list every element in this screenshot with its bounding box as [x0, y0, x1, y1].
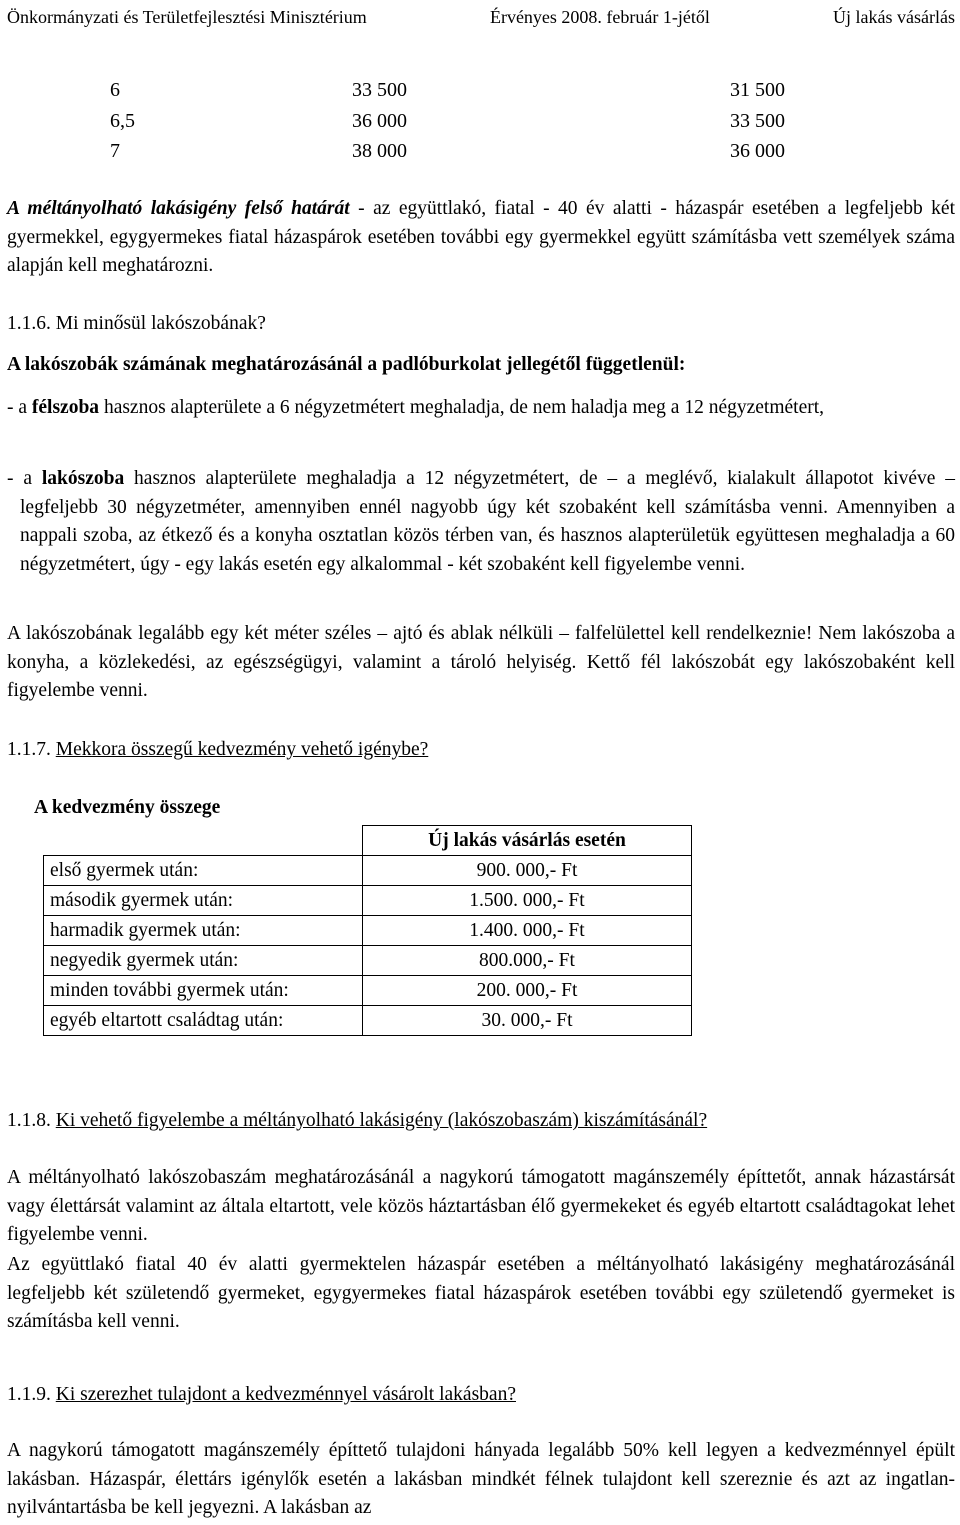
table-row — [7, 107, 955, 138]
row-value: 800.000,- Ft — [363, 946, 692, 976]
column-header: Új lakás vásárlás esetén — [363, 826, 692, 856]
table-row — [7, 76, 955, 107]
table-row — [7, 137, 955, 168]
value-cell: 36 000 — [730, 140, 785, 162]
row-value: 1.400. 000,- Ft — [363, 916, 692, 946]
value-cell: 38 000 — [352, 140, 407, 162]
row-value: 900. 000,- Ft — [363, 856, 692, 886]
section-heading-1-1-7 — [7, 736, 428, 765]
body-text: A lakószobának legalább egy két méter széles – ajtó és ablak nélküli – falfelülettel kell rendelkeznie! Nem lakószoba a konyha, a közlekedési, az egészségügyi, valamint a tároló helyiség. Kettő fél lakószobát egy lakószobaként kell figyelembe venni. — [7, 623, 955, 701]
header-topic: Új lakás vásárlás — [833, 6, 955, 27]
table-header-row — [44, 826, 692, 856]
section-title: Ki vehető figyelembe a méltányolható lakásigény (lakószobaszám) kiszámításánál? — [55, 1110, 708, 1131]
section-heading-1-1-9 — [7, 1381, 516, 1410]
list-item-living-room — [7, 465, 955, 579]
discount-table — [43, 825, 692, 1036]
discount-heading: A kedvezmény összege — [34, 797, 221, 818]
paragraph-young-couples — [7, 1251, 955, 1337]
page-header — [7, 2, 955, 32]
body-text: - az együttlakó, fiatal - 40 év alatti - házaspár esetében a legfeljebb két gyermekkel, egygyermekes fiatal házaspárok esetében további egy gyermekkel együtt számításba vett személyek száma alapján kell meghatározni. — [7, 198, 955, 276]
section-heading-1-1-6: 1.1.6. Mi minősül lakószobának? — [7, 313, 266, 334]
paragraph-ownership — [7, 1437, 955, 1523]
rooms-cell: 6 — [110, 79, 120, 101]
row-label: negyedik gyermek után: — [44, 946, 363, 976]
room-size-table — [7, 76, 955, 168]
body-text: A méltányolható lakószobaszám meghatározásánál a nagykorú támogatott magánszemély építtetőt, annak házastársát vagy élettársát valamint az általa eltartott, vele közös háztartásban élő gyermekeket és egyéb eltartott családtagokat lehet figyelembe venni. — [7, 1167, 955, 1245]
term-half-room: félszoba — [31, 397, 100, 418]
empty-cell — [44, 826, 363, 856]
table-row — [44, 886, 692, 916]
section-number: 1.1.8. — [7, 1110, 56, 1131]
rooms-cell: 7 — [110, 140, 120, 162]
table-row — [44, 1006, 692, 1036]
row-label: minden további gyermek után: — [44, 976, 363, 1006]
body-text: Az együttlakó fiatal 40 év alatti gyermektelen házaspár esetében a méltányolható lakásigény meghatározásánál legfeljebb két születendő gyermeket, egygyermekes fiatal házaspárok esetében további egy születendő gyermeket is számításba kell venni. — [7, 1254, 955, 1332]
header-validity: Érvényes 2008. február 1-jétől — [489, 6, 710, 27]
row-label: harmadik gyermek után: — [44, 916, 363, 946]
row-label: második gyermek után: — [44, 886, 363, 916]
table-row — [44, 976, 692, 1006]
header-ministry: Önkormányzati és Területfejlesztési Minisztérium — [7, 6, 367, 27]
table-row — [44, 916, 692, 946]
section-title: Ki szerezhet tulajdont a kedvezménnyel vásárolt lakásban? — [55, 1384, 516, 1405]
body-text: A nagykorú támogatott magánszemély építtető tulajdoni hányada legalább 50% kell legyen a kedvezménnyel épült lakásban. Házaspár, élettárs igénylők esetén a lakásban mindkét félnek tulajdont kell szereznie és azt az ingatlan-nyilvántartásba be kell jegyezni. A lakásban az — [7, 1440, 955, 1518]
value-cell: 33 500 — [730, 109, 785, 132]
section-title: Mekkora összegű kedvezmény vehető igénybe? — [55, 739, 429, 760]
row-label: első gyermek után: — [44, 856, 363, 886]
value-cell: 36 000 — [352, 109, 407, 132]
table-row — [44, 856, 692, 886]
row-value: 200. 000,- Ft — [363, 976, 692, 1006]
value-cell: 31 500 — [730, 79, 785, 101]
row-value: 1.500. 000,- Ft — [363, 886, 692, 916]
term-living-room: lakószoba — [41, 468, 125, 489]
section-number: 1.1.7. — [7, 739, 56, 760]
section-number: 1.1.9. — [7, 1384, 56, 1405]
body-text: hasznos alapterülete a 6 négyzetmétert meghaladja, de nem haladja meg a 12 négyzetmétert, — [99, 397, 825, 418]
table-row — [44, 946, 692, 976]
emphasis-text: A méltányolható lakásigény felső határát — [7, 198, 350, 219]
paragraph-eligible-persons — [7, 1164, 955, 1250]
section-heading-1-1-8 — [7, 1107, 707, 1136]
list-item-half-room — [7, 394, 955, 423]
body-text: hasznos alapterülete meghaladja a 12 négyzetmétert, de – a meglévő, kialakult állapotot kivéve – legfeljebb 30 négyzetméter, amennyiben ennél nagyobb úgy két szobaként kell számításba venni. Amennyiben a nappali szoba, az étkező és a konyha osztatlan közös térben van, és hasznos alapterületük együttesen meghaladja a 60 négyzetmétert, úgy - egy lakás esetén egy alkalommal - két szobaként kell figyelembe venni. — [20, 468, 956, 575]
paragraph-room-rules — [7, 351, 955, 380]
value-cell: 33 500 — [352, 79, 407, 101]
rooms-cell: 6,5 — [110, 109, 135, 132]
row-label: egyéb eltartott családtag után: — [44, 1006, 363, 1036]
row-value: 30. 000,- Ft — [363, 1006, 692, 1036]
list-dash: - a — [7, 468, 42, 489]
paragraph-wall-requirement — [7, 620, 955, 706]
bold-intro: A lakószobák számának meghatározásánál a padlóburkolat jellegétől függetlenül: — [7, 354, 686, 375]
list-dash: - a — [7, 397, 32, 418]
paragraph-housing-limit — [7, 195, 955, 281]
